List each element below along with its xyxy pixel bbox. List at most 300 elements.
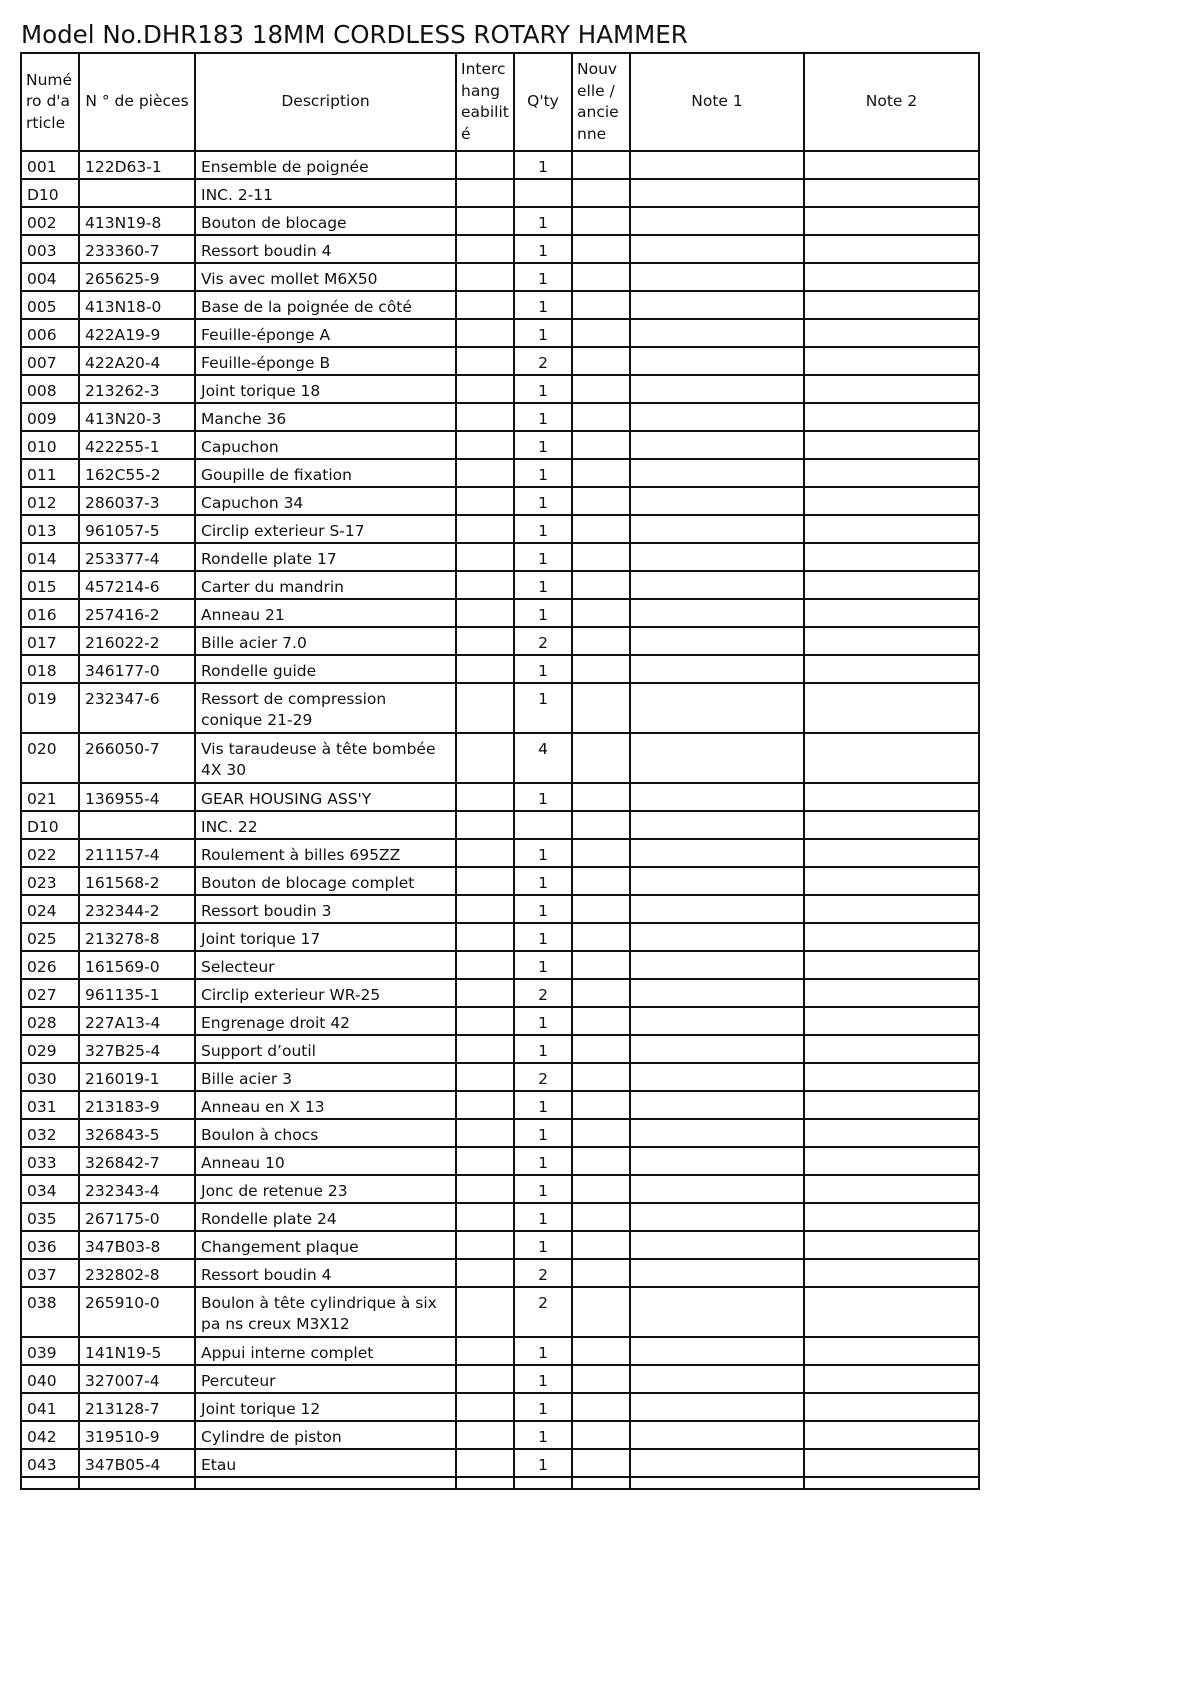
table-row	[21, 375, 979, 403]
table-row	[21, 867, 979, 895]
part-number-cell: 213278-8	[79, 923, 195, 951]
note-1-cell	[630, 1035, 804, 1063]
note-2-cell	[804, 319, 979, 347]
part-number-cell: 233360-7	[79, 235, 195, 263]
note-2-cell	[804, 235, 979, 263]
part-number-cell: 326843-5	[79, 1119, 195, 1147]
interchangeability-cell	[456, 1231, 514, 1259]
table-row	[21, 1035, 979, 1063]
new-old-cell	[572, 1449, 630, 1477]
note-1-cell	[630, 1259, 804, 1287]
table-row	[21, 571, 979, 599]
interchangeability-cell	[456, 543, 514, 571]
part-number-cell: 422A19-9	[79, 319, 195, 347]
new-old-cell	[572, 895, 630, 923]
interchangeability-cell	[456, 1365, 514, 1393]
description-cell: Percuteur	[195, 1365, 456, 1393]
table-row	[21, 291, 979, 319]
parts-table	[20, 52, 980, 1490]
note-2-cell	[804, 515, 979, 543]
interchangeability-cell	[456, 319, 514, 347]
interchangeability-cell	[456, 403, 514, 431]
header-item-number: Numé ro d'a rticle	[21, 53, 79, 151]
item-number-cell: 010	[21, 431, 79, 459]
part-number-cell: 122D63-1	[79, 151, 195, 179]
item-number-cell: 032	[21, 1119, 79, 1147]
empty-cell	[21, 1477, 79, 1489]
new-old-cell	[572, 811, 630, 839]
item-number-cell: 009	[21, 403, 79, 431]
note-1-cell	[630, 1287, 804, 1337]
table-row	[21, 1287, 979, 1337]
new-old-cell	[572, 571, 630, 599]
item-number-cell: 012	[21, 487, 79, 515]
new-old-cell	[572, 319, 630, 347]
new-old-cell	[572, 1203, 630, 1231]
note-1-cell	[630, 235, 804, 263]
interchangeability-cell	[456, 347, 514, 375]
note-2-cell	[804, 1035, 979, 1063]
item-number-cell: 020	[21, 733, 79, 783]
new-old-cell	[572, 151, 630, 179]
table-row	[21, 683, 979, 733]
part-number-cell: 457214-6	[79, 571, 195, 599]
quantity-cell: 1	[514, 951, 572, 979]
note-2-cell	[804, 599, 979, 627]
quantity-cell: 2	[514, 347, 572, 375]
quantity-cell: 1	[514, 515, 572, 543]
interchangeability-cell	[456, 1337, 514, 1365]
description-cell: Boulon à tête cylindrique à six pa ns creux M3X12	[195, 1287, 456, 1337]
interchangeability-cell	[456, 207, 514, 235]
note-1-cell	[630, 347, 804, 375]
table-row	[21, 1203, 979, 1231]
note-2-cell	[804, 403, 979, 431]
part-number-cell	[79, 811, 195, 839]
quantity-cell	[514, 811, 572, 839]
quantity-cell: 1	[514, 867, 572, 895]
interchangeability-cell	[456, 1175, 514, 1203]
table-row	[21, 207, 979, 235]
table-row	[21, 1231, 979, 1259]
note-2-cell	[804, 1203, 979, 1231]
quantity-cell: 1	[514, 543, 572, 571]
item-number-cell: 025	[21, 923, 79, 951]
note-2-cell	[804, 811, 979, 839]
table-row	[21, 347, 979, 375]
empty-cell	[79, 1477, 195, 1489]
description-cell: Ressort boudin 4	[195, 1259, 456, 1287]
item-number-cell: 022	[21, 839, 79, 867]
note-1-cell	[630, 1449, 804, 1477]
table-row	[21, 951, 979, 979]
new-old-cell	[572, 627, 630, 655]
new-old-cell	[572, 459, 630, 487]
interchangeability-cell	[456, 1091, 514, 1119]
part-number-cell: 216022-2	[79, 627, 195, 655]
new-old-cell	[572, 207, 630, 235]
new-old-cell	[572, 1259, 630, 1287]
description-cell: Selecteur	[195, 951, 456, 979]
new-old-cell	[572, 263, 630, 291]
item-number-cell: 007	[21, 347, 79, 375]
interchangeability-cell	[456, 459, 514, 487]
header-interchangeability: Interc hang eabilit é	[456, 53, 514, 151]
table-row	[21, 1421, 979, 1449]
description-cell: Engrenage droit 42	[195, 1007, 456, 1035]
description-cell: Capuchon 34	[195, 487, 456, 515]
quantity-cell: 1	[514, 235, 572, 263]
part-number-cell: 961135-1	[79, 979, 195, 1007]
item-number-cell: 003	[21, 235, 79, 263]
description-cell: Anneau 21	[195, 599, 456, 627]
table-row	[21, 1063, 979, 1091]
item-number-cell: 038	[21, 1287, 79, 1337]
item-number-cell: 024	[21, 895, 79, 923]
part-number-cell: 265625-9	[79, 263, 195, 291]
note-1-cell	[630, 1337, 804, 1365]
note-1-cell	[630, 599, 804, 627]
item-number-cell: 036	[21, 1231, 79, 1259]
note-1-cell	[630, 1365, 804, 1393]
interchangeability-cell	[456, 487, 514, 515]
item-number-cell: 023	[21, 867, 79, 895]
empty-cell	[514, 1477, 572, 1489]
empty-cell	[630, 1477, 804, 1489]
note-2-cell	[804, 1287, 979, 1337]
interchangeability-cell	[456, 1035, 514, 1063]
interchangeability-cell	[456, 1147, 514, 1175]
new-old-cell	[572, 1231, 630, 1259]
new-old-cell	[572, 733, 630, 783]
item-number-cell: 018	[21, 655, 79, 683]
note-2-cell	[804, 291, 979, 319]
note-1-cell	[630, 543, 804, 571]
quantity-cell	[514, 179, 572, 207]
new-old-cell	[572, 347, 630, 375]
quantity-cell: 1	[514, 599, 572, 627]
part-number-cell: 319510-9	[79, 1421, 195, 1449]
table-row	[21, 403, 979, 431]
note-2-cell	[804, 895, 979, 923]
new-old-cell	[572, 291, 630, 319]
description-cell: Vis taraudeuse à tête bombée 4X 30	[195, 733, 456, 783]
quantity-cell: 1	[514, 1337, 572, 1365]
note-2-cell	[804, 839, 979, 867]
table-row	[21, 431, 979, 459]
part-number-cell: 161568-2	[79, 867, 195, 895]
interchangeability-cell	[456, 1287, 514, 1337]
description-cell: Bille acier 7.0	[195, 627, 456, 655]
quantity-cell: 2	[514, 1259, 572, 1287]
description-cell: Carter du mandrin	[195, 571, 456, 599]
table-row	[21, 151, 979, 179]
note-1-cell	[630, 319, 804, 347]
note-1-cell	[630, 1007, 804, 1035]
interchangeability-cell	[456, 839, 514, 867]
table-row	[21, 655, 979, 683]
item-number-cell: 027	[21, 979, 79, 1007]
item-number-cell: 004	[21, 263, 79, 291]
description-cell: Joint torique 12	[195, 1393, 456, 1421]
new-old-cell	[572, 487, 630, 515]
description-cell: Ressort boudin 4	[195, 235, 456, 263]
quantity-cell: 1	[514, 1393, 572, 1421]
quantity-cell: 1	[514, 895, 572, 923]
item-number-cell: 021	[21, 783, 79, 811]
note-1-cell	[630, 487, 804, 515]
item-number-cell: 005	[21, 291, 79, 319]
quantity-cell: 1	[514, 1365, 572, 1393]
quantity-cell: 1	[514, 431, 572, 459]
description-cell: Base de la poignée de côté	[195, 291, 456, 319]
part-number-cell: 257416-2	[79, 599, 195, 627]
new-old-cell	[572, 783, 630, 811]
quantity-cell: 1	[514, 571, 572, 599]
new-old-cell	[572, 1421, 630, 1449]
part-number-cell: 232343-4	[79, 1175, 195, 1203]
note-2-cell	[804, 627, 979, 655]
part-number-cell: 211157-4	[79, 839, 195, 867]
interchangeability-cell	[456, 783, 514, 811]
description-cell: Joint torique 18	[195, 375, 456, 403]
note-1-cell	[630, 979, 804, 1007]
part-number-cell: 227A13-4	[79, 1007, 195, 1035]
new-old-cell	[572, 1091, 630, 1119]
description-cell: Rondelle plate 24	[195, 1203, 456, 1231]
interchangeability-cell	[456, 811, 514, 839]
table-header-row	[21, 53, 979, 151]
interchangeability-cell	[456, 733, 514, 783]
interchangeability-cell	[456, 263, 514, 291]
note-2-cell	[804, 783, 979, 811]
part-number-cell: 232347-6	[79, 683, 195, 733]
new-old-cell	[572, 543, 630, 571]
note-2-cell	[804, 1007, 979, 1035]
part-number-cell: 327007-4	[79, 1365, 195, 1393]
note-2-cell	[804, 179, 979, 207]
note-2-cell	[804, 1231, 979, 1259]
item-number-cell: 028	[21, 1007, 79, 1035]
interchangeability-cell	[456, 1063, 514, 1091]
part-number-cell: 141N19-5	[79, 1337, 195, 1365]
quantity-cell: 1	[514, 1175, 572, 1203]
part-number-cell	[79, 179, 195, 207]
note-1-cell	[630, 627, 804, 655]
table-row	[21, 1259, 979, 1287]
table-row	[21, 459, 979, 487]
quantity-cell: 1	[514, 403, 572, 431]
note-1-cell	[630, 291, 804, 319]
description-cell: Bille acier 3	[195, 1063, 456, 1091]
description-cell: Ressort boudin 3	[195, 895, 456, 923]
description-cell: Anneau 10	[195, 1147, 456, 1175]
item-number-cell: D10	[21, 811, 79, 839]
interchangeability-cell	[456, 431, 514, 459]
note-2-cell	[804, 1449, 979, 1477]
quantity-cell: 2	[514, 979, 572, 1007]
part-number-cell: 213262-3	[79, 375, 195, 403]
note-1-cell	[630, 1231, 804, 1259]
note-1-cell	[630, 951, 804, 979]
description-cell: Cylindre de piston	[195, 1421, 456, 1449]
empty-cell	[804, 1477, 979, 1489]
quantity-cell: 1	[514, 655, 572, 683]
interchangeability-cell	[456, 979, 514, 1007]
item-number-cell: 042	[21, 1421, 79, 1449]
note-2-cell	[804, 151, 979, 179]
new-old-cell	[572, 235, 630, 263]
quantity-cell: 1	[514, 1035, 572, 1063]
item-number-cell: 029	[21, 1035, 79, 1063]
note-1-cell	[630, 923, 804, 951]
table-row	[21, 895, 979, 923]
part-number-cell: 422255-1	[79, 431, 195, 459]
quantity-cell: 1	[514, 1091, 572, 1119]
note-1-cell	[630, 179, 804, 207]
note-2-cell	[804, 487, 979, 515]
table-row	[21, 1147, 979, 1175]
interchangeability-cell	[456, 235, 514, 263]
new-old-cell	[572, 375, 630, 403]
table-row	[21, 627, 979, 655]
new-old-cell	[572, 1007, 630, 1035]
note-2-cell	[804, 733, 979, 783]
quantity-cell: 1	[514, 1119, 572, 1147]
note-1-cell	[630, 1091, 804, 1119]
note-2-cell	[804, 347, 979, 375]
description-cell: Ensemble de poignée	[195, 151, 456, 179]
interchangeability-cell	[456, 1393, 514, 1421]
note-2-cell	[804, 1063, 979, 1091]
description-cell: Manche 36	[195, 403, 456, 431]
quantity-cell: 1	[514, 263, 572, 291]
part-number-cell: 347B03-8	[79, 1231, 195, 1259]
part-number-cell: 347B05-4	[79, 1449, 195, 1477]
description-cell: Bouton de blocage complet	[195, 867, 456, 895]
table-row	[21, 1175, 979, 1203]
description-cell: Joint torique 17	[195, 923, 456, 951]
description-cell: Etau	[195, 1449, 456, 1477]
new-old-cell	[572, 951, 630, 979]
table-row	[21, 1119, 979, 1147]
item-number-cell: 040	[21, 1365, 79, 1393]
description-cell: Support d’outil	[195, 1035, 456, 1063]
note-2-cell	[804, 923, 979, 951]
note-2-cell	[804, 1393, 979, 1421]
new-old-cell	[572, 1337, 630, 1365]
description-cell: Changement plaque	[195, 1231, 456, 1259]
note-1-cell	[630, 571, 804, 599]
new-old-cell	[572, 599, 630, 627]
quantity-cell: 1	[514, 151, 572, 179]
note-2-cell	[804, 683, 979, 733]
part-number-cell: 253377-4	[79, 543, 195, 571]
part-number-cell: 422A20-4	[79, 347, 195, 375]
quantity-cell: 2	[514, 627, 572, 655]
note-2-cell	[804, 951, 979, 979]
table-row	[21, 733, 979, 783]
part-number-cell: 267175-0	[79, 1203, 195, 1231]
table-row	[21, 263, 979, 291]
note-1-cell	[630, 1063, 804, 1091]
item-number-cell: 030	[21, 1063, 79, 1091]
note-1-cell	[630, 375, 804, 403]
table-row	[21, 923, 979, 951]
note-1-cell	[630, 1175, 804, 1203]
new-old-cell	[572, 1147, 630, 1175]
item-number-cell: 014	[21, 543, 79, 571]
interchangeability-cell	[456, 1203, 514, 1231]
interchangeability-cell	[456, 151, 514, 179]
description-cell: GEAR HOUSING ASS'Y	[195, 783, 456, 811]
note-1-cell	[630, 811, 804, 839]
description-cell: Boulon à chocs	[195, 1119, 456, 1147]
table-row	[21, 1449, 979, 1477]
quantity-cell: 2	[514, 1287, 572, 1337]
quantity-cell: 1	[514, 1203, 572, 1231]
table-row	[21, 179, 979, 207]
interchangeability-cell	[456, 291, 514, 319]
part-number-cell: 346177-0	[79, 655, 195, 683]
note-2-cell	[804, 543, 979, 571]
note-2-cell	[804, 459, 979, 487]
item-number-cell: 006	[21, 319, 79, 347]
note-1-cell	[630, 1119, 804, 1147]
item-number-cell: 033	[21, 1147, 79, 1175]
part-number-cell: 162C55-2	[79, 459, 195, 487]
item-number-cell: 034	[21, 1175, 79, 1203]
item-number-cell: 037	[21, 1259, 79, 1287]
description-cell: Capuchon	[195, 431, 456, 459]
part-number-cell: 326842-7	[79, 1147, 195, 1175]
new-old-cell	[572, 1365, 630, 1393]
description-cell: Rondelle guide	[195, 655, 456, 683]
quantity-cell: 1	[514, 1147, 572, 1175]
interchangeability-cell	[456, 1119, 514, 1147]
quantity-cell: 1	[514, 1421, 572, 1449]
item-number-cell: 043	[21, 1449, 79, 1477]
note-1-cell	[630, 783, 804, 811]
table-row	[21, 515, 979, 543]
description-cell: Vis avec mollet M6X50	[195, 263, 456, 291]
item-number-cell: 002	[21, 207, 79, 235]
new-old-cell	[572, 403, 630, 431]
part-number-cell: 136955-4	[79, 783, 195, 811]
description-cell: Roulement à billes 695ZZ	[195, 839, 456, 867]
quantity-cell: 4	[514, 733, 572, 783]
interchangeability-cell	[456, 1259, 514, 1287]
part-number-cell: 413N20-3	[79, 403, 195, 431]
new-old-cell	[572, 179, 630, 207]
item-number-cell: 017	[21, 627, 79, 655]
note-2-cell	[804, 1119, 979, 1147]
note-1-cell	[630, 839, 804, 867]
interchangeability-cell	[456, 951, 514, 979]
note-2-cell	[804, 375, 979, 403]
note-2-cell	[804, 979, 979, 1007]
interchangeability-cell	[456, 895, 514, 923]
table-row	[21, 487, 979, 515]
description-cell: Feuille-éponge B	[195, 347, 456, 375]
empty-cell	[572, 1477, 630, 1489]
table-row	[21, 783, 979, 811]
note-2-cell	[804, 1421, 979, 1449]
quantity-cell: 1	[514, 923, 572, 951]
part-number-cell: 266050-7	[79, 733, 195, 783]
quantity-cell: 1	[514, 783, 572, 811]
new-old-cell	[572, 867, 630, 895]
